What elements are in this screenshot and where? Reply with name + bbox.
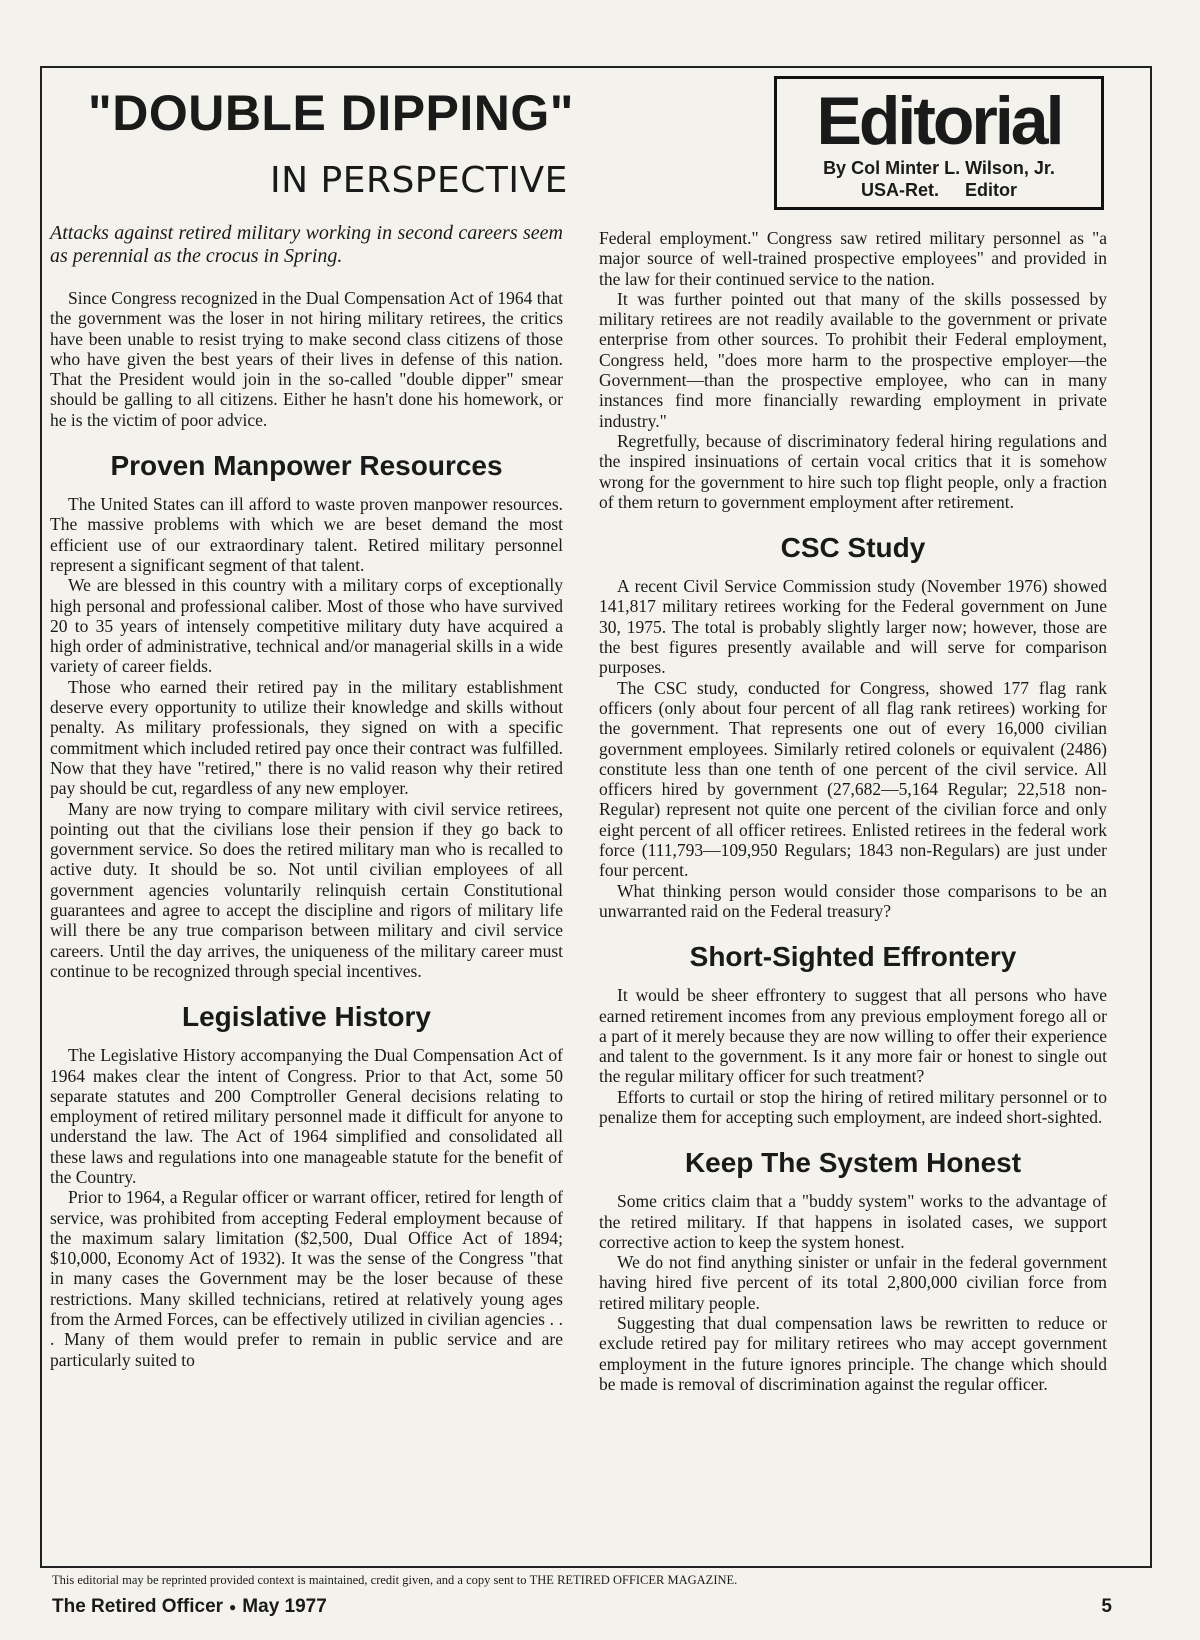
section-heading-legislative: Legislative History bbox=[182, 1001, 431, 1033]
body-paragraph: Some critics claim that a "buddy system" works to the advantage of the retired military. If that happens in isolated cases, we support corrective action to keep the system honest. bbox=[599, 1191, 1107, 1252]
article-title: "DOUBLE DIPPING" bbox=[88, 85, 575, 141]
body-paragraph: The United States can ill afford to waste proven manpower resources. The massive problems with which we are beset demand the most efficient use of our extraordinary talent. Retired military personnel represent a significant segment of that talent. bbox=[50, 494, 563, 575]
body-paragraph: We do not find anything sinister or unfair in the federal government having hired five percent of its total 2,800,000 civilian force from retired military people. bbox=[599, 1252, 1107, 1313]
article-subtitle: IN PERSPECTIVE bbox=[270, 160, 568, 201]
byline-role-row bbox=[777, 179, 1101, 201]
body-paragraph: Many are now trying to compare military with civil service retirees, pointing out that the civilians lose their pension if they go back to government service. So does the retired military man who is recalled to active duty. It should be so. Not until civilian employees of all government agencies voluntarily relinquish certain Constitutional guarantees and agree to accept the discipline and rigors of military life will there be any true comparison between military and civil service careers. Until the day arrives, the uniqueness of the military career must continue to be recognized through special incentives. bbox=[50, 798, 563, 981]
body-paragraph: Federal employment." Congress saw retired military personnel as "a major source of well-trained prospective employees" and provided in the law for their continued service to the nation. bbox=[599, 228, 1107, 289]
reprint-note bbox=[52, 1573, 737, 1588]
body-paragraph: Regretfully, because of discriminatory federal hiring regulations and the inspired insinuations of certain vocal critics that it is somehow wrong for the government to hire such top flight people, only a fraction of them return to government employment after retirement. bbox=[599, 430, 1107, 512]
right-column bbox=[599, 228, 1107, 1394]
body-paragraph: Those who earned their retired pay in the military establishment deserve every opportunity to utilize their knowledge and skills without penalty. As military professionals, they signed on with a specific commitment which included retired pay once their contract was fulfilled. Now that they have "retired," there is no valid reason why their retired pay should be cut, regardless of any new employer. bbox=[50, 676, 563, 799]
body-paragraph: It would be sheer effrontery to suggest that all persons who have earned retirement incomes from any previous employment forego all or a part of it merely because they are now willing to offer their experience and talent to the government. Is it any more fair or honest to single out the regular military officer for such treatment? bbox=[599, 985, 1107, 1087]
body-paragraph: The CSC study, conducted for Congress, showed 177 flag rank officers (only about four percent of all flag rank retirees) working for the government. That represents one out of every 16,000 civilian government employees. Similarly retired colonels or equivalent (2486) constitute less than one tenth of one percent of the civil service. All officers hired by government (27,682—5,164 Regular; 22,518 non-Regular) represent not quite one percent of the civilian force and only eight percent of all officer retirees. Enlisted retirees in the federal work force (111,793—109,950 Regulars; 1843 non-Regulars) are just under four percent. bbox=[599, 677, 1107, 881]
intro-paragraph: Since Congress recognized in the Dual Compensation Act of 1964 that the government was the loser in not hiring military retirees, the critics have been unable to resist trying to make second class citizens of those who have given the best years of their lives in defense of this nation. That the President would join in the so-called "double dipper" smear should be galling to all citizens. Either he hasn't done his homework, or he is the victim of poor advice. bbox=[50, 288, 563, 430]
section-heading-csc: CSC Study bbox=[780, 532, 926, 564]
body-paragraph: Efforts to curtail or stop the hiring of retired military personnel or to penalize them for accepting such employment, are indeed short-sighted. bbox=[599, 1086, 1107, 1127]
issue-date: May 1977 bbox=[242, 1596, 327, 1617]
body-paragraph: Prior to 1964, a Regular officer or warrant officer, retired for length of service, was prohibited from accepting Federal employment because of the maximum salary limitation ($2,500, Dual Office Act of 1894; $10,000, Economy Act of 1932). It was the sense of the Congress "that in many cases the Government may be the loser because of these restrictions. Many skilled technicians, retired at relatively young ages from the Armed Forces, can be effectively utilized in civilian agencies . . . Many of them would prefer to remain in public service and are particularly suited to bbox=[50, 1187, 563, 1370]
page-number: 5 bbox=[1101, 1596, 1112, 1617]
body-paragraph: Suggesting that dual compensation laws be rewritten to reduce or exclude retired pay for military retirees who may accept government employment in the future ignores principle. The change which should be made is removal of discrimination against the regular officer. bbox=[599, 1313, 1107, 1394]
editorial-badge bbox=[774, 76, 1104, 210]
lead-paragraph: Attacks against retired military working in second careers seem as perennial as the crocus in Spring. bbox=[50, 222, 563, 267]
body-paragraph: It was further pointed out that many of the skills possessed by military retirees are not readily available to the government or private enterprise from other sources. To prohibit their Federal employment, Congress held, "does more harm to the prospective employer—the Government—than the prospective employee, who can in many instances find more financially rewarding employment in private industry." bbox=[599, 288, 1107, 431]
publication-line bbox=[52, 1596, 327, 1618]
reprint-note-magazine: THE RETIRED OFFICER MAGAZINE. bbox=[529, 1573, 738, 1587]
page-footer bbox=[52, 1596, 1112, 1618]
body-paragraph: What thinking person would consider those comparisons to be an unwarranted raid on the Federal treasury? bbox=[599, 880, 1107, 921]
body-paragraph: A recent Civil Service Commission study (November 1976) showed 141,817 military retirees working for the Federal government on June 30, 1975. The total is probably slightly larger now; however, those are the best figures presently available and will serve for comparison purposes. bbox=[599, 576, 1107, 678]
editorial-label: Editorial bbox=[816, 83, 1062, 159]
body-paragraph: We are blessed in this country with a military corps of exceptionally high personal and professional caliber. Most of those who have survived 20 to 35 years of intensely competitive military duty have acquired a high order of administrative, technical and/or managerial skills in a wide variety of career fields. bbox=[50, 575, 563, 677]
publication-name: The Retired Officer bbox=[52, 1596, 224, 1617]
section-heading-effrontery: Short-Sighted Effrontery bbox=[689, 941, 1017, 973]
section-heading-manpower: Proven Manpower Resources bbox=[110, 450, 503, 482]
byline-role: Editor bbox=[965, 180, 1017, 200]
reprint-note-text: This editorial may be reprinted provided context is maintained, credit given, and a copy sent to bbox=[52, 1573, 527, 1587]
byline-rank: USA-Ret. bbox=[860, 180, 939, 200]
body-paragraph: The Legislative History accompanying the Dual Compensation Act of 1964 makes clear the intent of Congress. Prior to that Act, some 50 separate statutes and 200 Comptroller General decisions relating to employment of retired military personnel made it difficult for anyone to understand the law. The Act of 1964 simplified and consolidated all these laws and regulations into one manageable statute for the benefit of the Country. bbox=[50, 1045, 563, 1187]
byline-author: By Col Minter L. Wilson, Jr. bbox=[823, 158, 1055, 178]
left-column bbox=[50, 222, 563, 1370]
bullet-icon: ● bbox=[229, 1599, 237, 1614]
section-heading-honest: Keep The System Honest bbox=[684, 1147, 1022, 1179]
